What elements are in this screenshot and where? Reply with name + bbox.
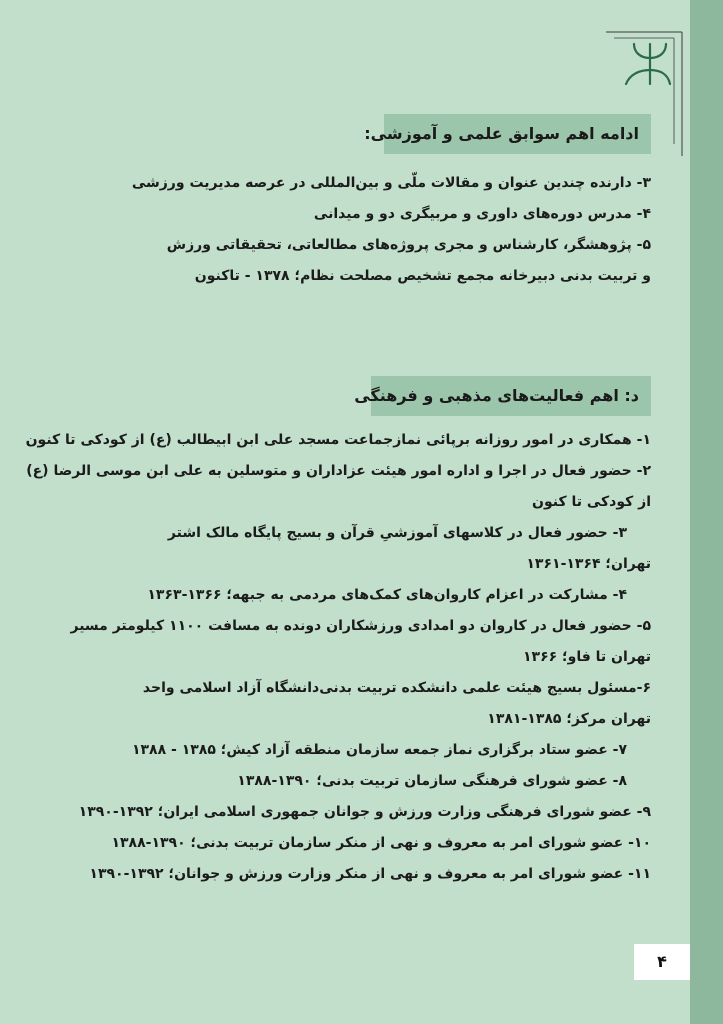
list-item: و تربیت بدنی دبیرخانه مجمع تشخیص مصلحت نظام؛ ۱۳۷۸ - تاکنون — [194, 268, 651, 284]
section-heading-religious: د: اهم فعالیت‌های مذهبی و فرهنگی — [371, 376, 651, 416]
list-item: ۵- پژوهشگر، کارشناس و مجری پروژه‌های مطالعاتی، تحقیقاتی ورزش — [166, 237, 651, 253]
list-item: ۴- مدرس دوره‌های داوری و مربیگری دو و میدانی — [313, 206, 651, 222]
list-item: ۶-مسئول بسیج هیئت علمی دانشکده تربیت بدنی‌دانشگاه آزاد اسلامی واحد — [142, 680, 651, 696]
list-item: ۹- عضو شورای فرهنگی وزارت ورزش و جوانان جمهوری اسلامی ایران؛ ۱۳۹۲-۱۳۹۰ — [78, 804, 651, 820]
list-item: تهران تا فاو؛ ۱۳۶۶ — [522, 649, 651, 665]
list-item: از کودکی تا کنون — [532, 494, 651, 510]
list-item: ۳- دارنده چندین عنوان و مقالات ملّی و بین‌المللی در عرصه مدیریت ورزشی — [131, 175, 651, 191]
list-item: ۱۱- عضو شورای امر به معروف و نهی از منکر وزارت ورزش و جوانان؛ ۱۳۹۲-۱۳۹۰ — [89, 866, 651, 882]
list-item: تهران مرکز؛ ۱۳۸۵-۱۳۸۱ — [487, 711, 651, 727]
ornament-icon — [620, 40, 674, 88]
list-item: ۲- حضور فعال در اجرا و اداره امور هیئت عزاداران و متوسلین به علی ابن موسی الرضا (ع) — [26, 463, 651, 479]
list-item: ۳- حضور فعال در کلاسهای آموزشیِ قرآن و بسیج پایگاه مالک اشتر — [167, 525, 627, 541]
list-item: ۱- همکاری در امور روزانه برپائی نمازجماعت مسجد علی ابن ابیطالب (ع) از کودکی تا کنون — [25, 432, 651, 448]
list-item: ۴- مشارکت در اعزام کاروان‌های کمک‌های مردمی به جبهه؛ ۱۳۶۶-۱۳۶۳ — [147, 587, 627, 603]
list-item: ۸- عضو شورای فرهنگی سازمان تربیت بدنی؛ ۱۳۹۰-۱۳۸۸ — [237, 773, 627, 789]
list-item: ۱۰- عضو شورای امر به معروف و نهی از منکر سازمان تربیت بدنی؛ ۱۳۹۰-۱۳۸۸ — [111, 835, 651, 851]
academic-list — [132, 168, 651, 292]
list-item: تهران؛ ۱۳۶۴-۱۳۶۱ — [526, 556, 651, 572]
section-heading-academic: ادامه اهم سوابق علمی و آموزشی: — [384, 114, 651, 154]
side-strip — [690, 0, 723, 1024]
list-item: ۵- حضور فعال در کاروان دو امدادی ورزشکاران دونده به مسافت ۱۱۰۰ کیلومتر مسیر — [70, 618, 651, 634]
page-number: ۴ — [634, 944, 690, 980]
list-item: ۷- عضو ستاد برگزاری نماز جمعه سازمان منطقه آزاد کیش؛ ۱۳۸۵ - ۱۳۸۸ — [131, 742, 627, 758]
religious-list — [26, 425, 651, 890]
